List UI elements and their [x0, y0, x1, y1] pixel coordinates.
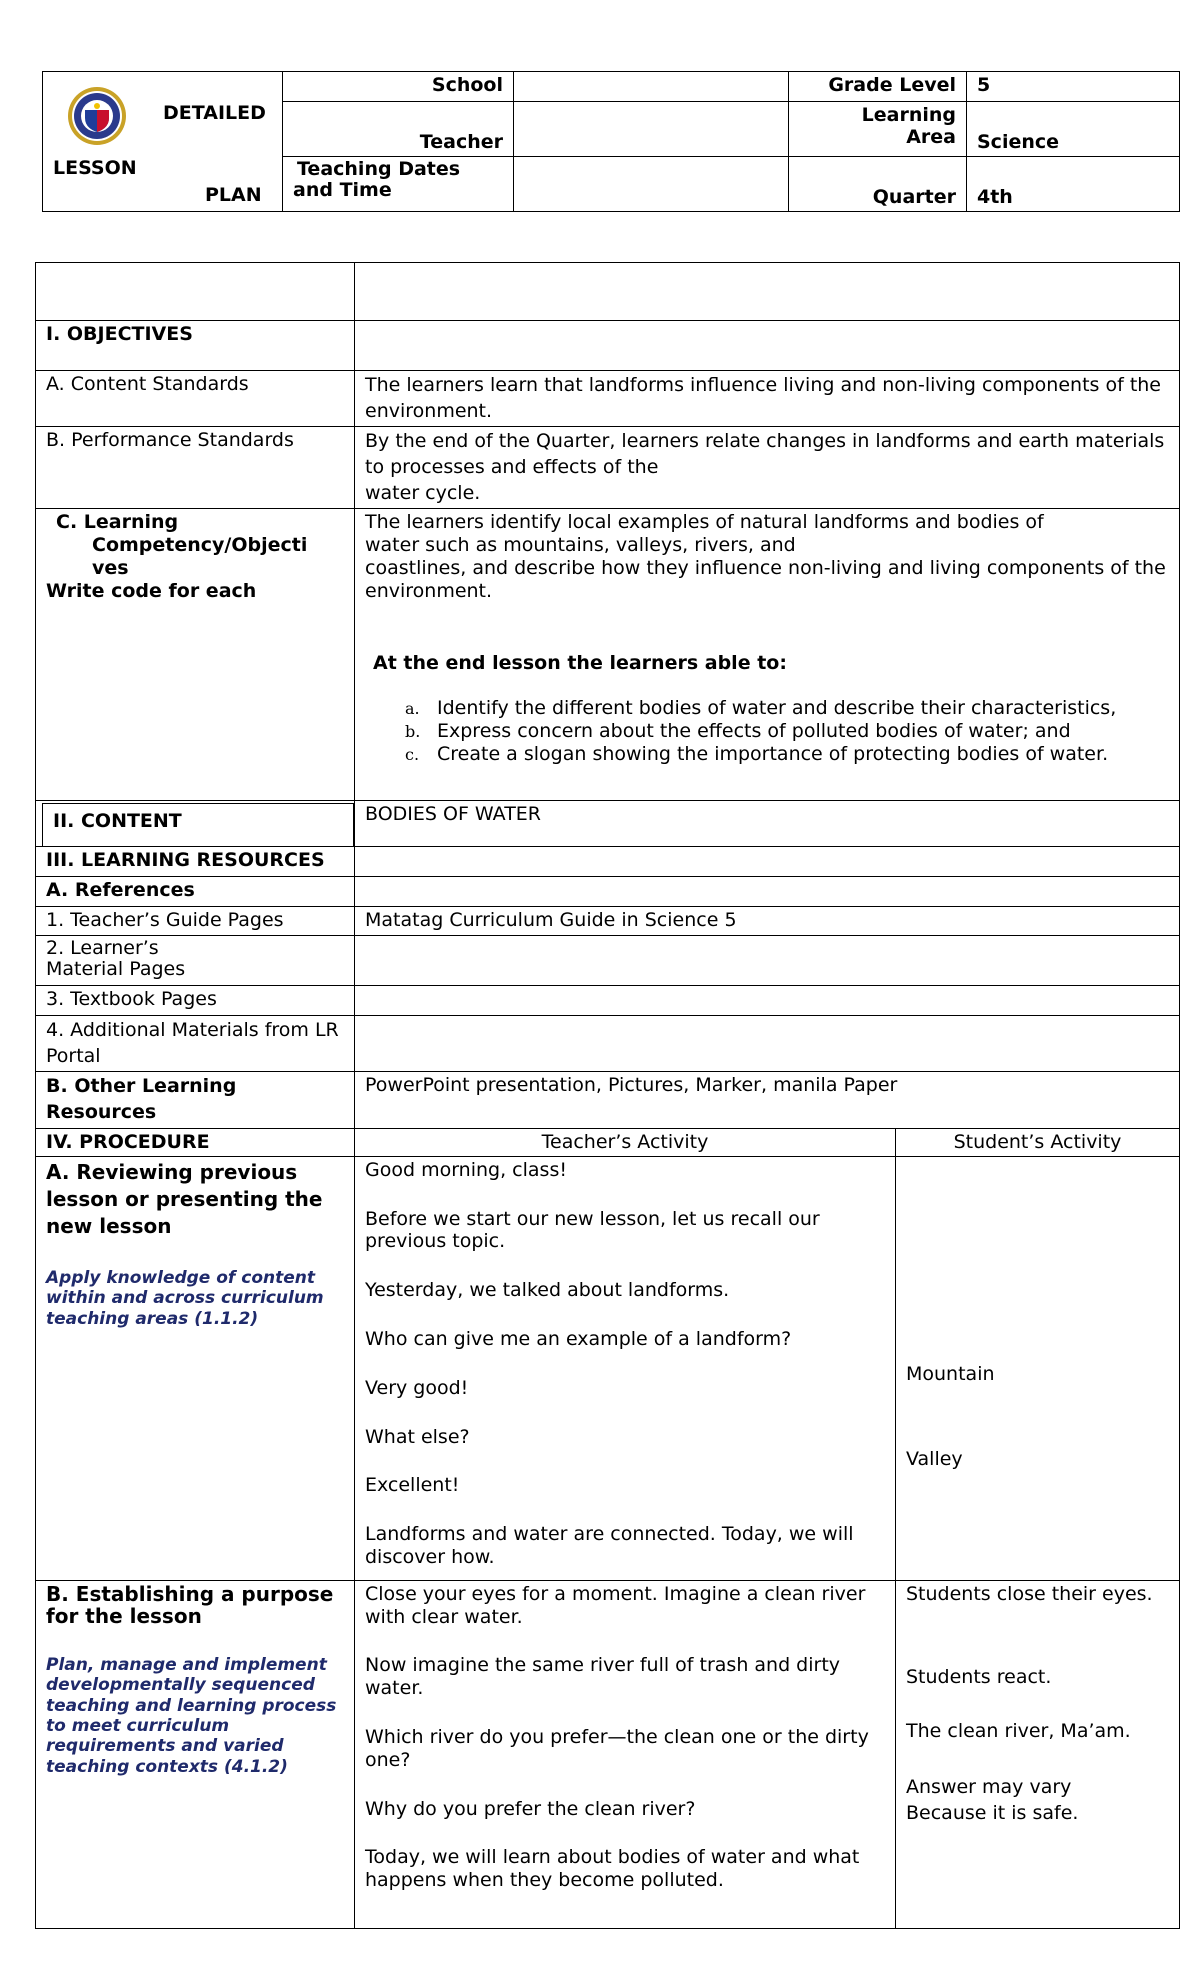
resources-heading: III. LEARNING RESOURCES	[36, 847, 355, 877]
student-line: Students close their eyes.	[906, 1582, 1153, 1605]
performance-standards-value	[355, 427, 1180, 509]
end-lesson-heading: At the end lesson the learners able to:	[373, 652, 787, 675]
teacher-line: Excellent!	[365, 1474, 460, 1497]
other-resources-value: PowerPoint presentation, Pictures, Marker, manila Paper	[355, 1072, 1180, 1128]
title-plan: PLAN	[205, 184, 262, 206]
learning-area-label	[789, 101, 967, 156]
competency-line1: The learners identify local examples of natural landforms and bodies of water such as mountains, valleys, rivers, and	[365, 511, 1044, 556]
learning-area-label-line1: Learning	[861, 103, 956, 126]
references-label: A. References	[36, 877, 355, 907]
dates-field[interactable]	[514, 156, 789, 211]
grade-level-label: Grade Level	[789, 72, 967, 102]
section-b-title: B. Establishing a purpose for the lesson	[46, 1581, 334, 1628]
lesson-plan-header	[42, 71, 1180, 212]
learning-area-value: Science	[967, 101, 1180, 156]
performance-standards-line1: By the end of the Quarter, learners relate changes in landforms and earth materials to processes and effects of the	[365, 430, 1165, 478]
teacher-line: Landforms and water are connected. Today, we will discover how.	[365, 1523, 854, 1568]
dates-label-line2: and Time	[293, 178, 392, 201]
content-heading: II. CONTENT	[42, 803, 354, 846]
competency-value	[355, 509, 1180, 801]
competency-label-line2: Competency/Objecti	[92, 534, 308, 556]
title-lesson: LESSON	[53, 157, 137, 179]
school-field[interactable]	[514, 72, 789, 102]
teachers-guide-label: 1. Teacher’s Guide Pages	[36, 907, 355, 936]
section-a-students	[896, 1156, 1180, 1580]
other-resources-label: B. Other Learning Resources	[36, 1072, 355, 1128]
teacher-line: Now imagine the same river full of trash and dirty water.	[365, 1654, 841, 1700]
teacher-line: Who can give me an example of a landform?	[365, 1327, 792, 1350]
procedure-heading: IV. PROCEDURE	[36, 1128, 355, 1156]
student-line: Mountain	[906, 1362, 995, 1385]
student-line: The clean river, Ma’am.	[906, 1720, 1131, 1743]
teacher-field[interactable]	[514, 101, 789, 156]
competency-label	[36, 509, 355, 801]
student-line: Students react.	[906, 1665, 1052, 1688]
section-a-label	[36, 1156, 355, 1580]
performance-standards-label: B. Performance Standards	[36, 427, 355, 509]
student-line: Valley	[906, 1447, 963, 1470]
textbook-label: 3. Textbook Pages	[36, 986, 355, 1016]
teacher-line: Good morning, class!	[365, 1158, 567, 1181]
teachers-guide-value: Matatag Curriculum Guide in Science 5	[355, 907, 1180, 936]
objective-item: c. Create a slogan showing the importance of protecting bodies of water.	[405, 742, 1109, 765]
dates-label-line1: Teaching Dates	[297, 157, 461, 180]
dates-label	[283, 156, 514, 211]
student-activity-header: Student’s Activity	[896, 1128, 1180, 1156]
teacher-line: What else?	[365, 1425, 470, 1448]
objective-list	[405, 697, 1169, 765]
section-a-note: Apply knowledge of content within and across curriculum teaching areas (1.1.2)	[46, 1267, 324, 1329]
objectives-blank	[355, 321, 1180, 371]
teacher-line: Close your eyes for a moment. Imagine a clean river with clear water.	[365, 1582, 866, 1628]
content-standards-value: The learners learn that landforms influence living and non-living components of the environment.	[355, 371, 1180, 427]
student-line: Because it is safe.	[906, 1801, 1079, 1824]
logo-title-cell	[43, 72, 283, 212]
blank-right-cell	[355, 263, 1180, 321]
learning-area-label-line2: Area	[906, 126, 956, 149]
content-standards-label: A. Content Standards	[36, 371, 355, 427]
learners-material-label: 2. Learner’s Material Pages	[36, 936, 355, 986]
teacher-activity-header: Teacher’s Activity	[355, 1128, 896, 1156]
quarter-value: 4th	[967, 156, 1180, 211]
competency-label-line4: Write code for each	[46, 579, 257, 602]
section-b-teacher	[355, 1580, 896, 1928]
quarter-label: Quarter	[789, 156, 967, 211]
school-label: School	[283, 72, 514, 102]
competency-label-line1: C. Learning	[56, 511, 179, 534]
teacher-label: Teacher	[283, 101, 514, 156]
competency-line2: coastlines, and describe how they influence non-living and living components of the environment.	[365, 556, 1166, 602]
student-line: Answer may vary	[906, 1776, 1072, 1799]
objective-item: b. Express concern about the effects of polluted bodies of water; and	[405, 719, 1071, 742]
section-b-label	[36, 1580, 355, 1928]
section-a-title: A. Reviewing previous lesson or presenting the new lesson	[46, 1159, 323, 1238]
performance-standards-line2: water cycle.	[365, 481, 481, 504]
teacher-line: Yesterday, we talked about landforms.	[365, 1279, 730, 1302]
lesson-plan-body	[35, 262, 1180, 1929]
blank-left-cell	[36, 263, 355, 321]
content-value: BODIES OF WATER	[355, 801, 1180, 847]
additional-materials-label: 4. Additional Materials from LR Portal	[36, 1016, 355, 1072]
content-heading-cell	[36, 801, 355, 847]
section-a-teacher	[355, 1156, 896, 1580]
teacher-line: Before we start our new lesson, let us recall our previous topic.	[365, 1207, 820, 1253]
objectives-heading: I. OBJECTIVES	[36, 321, 355, 371]
title-detailed: DETAILED	[163, 102, 266, 124]
objective-item: a. Identify the different bodies of water and describe their characteristics,	[405, 697, 1117, 720]
competency-label-line3: ves	[92, 556, 129, 579]
teacher-line: Which river do you prefer—the clean one or the dirty one?	[365, 1725, 869, 1771]
teacher-line: Very good!	[365, 1376, 469, 1399]
teacher-line: Today, we will learn about bodies of water and what happens when they become polluted.	[365, 1846, 860, 1892]
deped-seal-icon	[67, 86, 127, 146]
grade-level-value: 5	[967, 72, 1180, 102]
section-b-note: Plan, manage and implement developmentally sequenced teaching and learning process to meet curriculum requirements and varied teaching contexts (4.1.2)	[46, 1654, 337, 1777]
section-b-students	[896, 1580, 1180, 1928]
teacher-line: Why do you prefer the clean river?	[365, 1797, 696, 1820]
